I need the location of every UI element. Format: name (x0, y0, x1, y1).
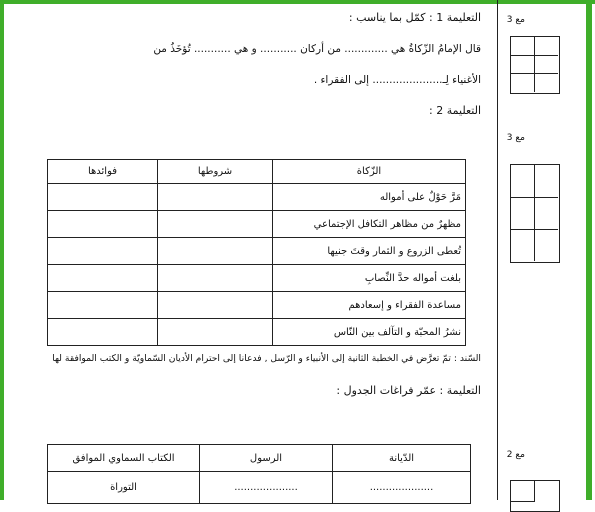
zakat-table (47, 159, 466, 346)
header-holy-book: الكتاب السماوي الموافق (48, 445, 200, 472)
table-row (48, 238, 466, 265)
table-header-row (48, 445, 471, 472)
table-row (48, 265, 466, 292)
zakat-statement: مظهرٌ من مظاهر التكافل الإجتماعي (273, 211, 466, 238)
header-messenger: الرسول (200, 445, 333, 472)
table-row (48, 292, 466, 319)
table-row (48, 472, 471, 504)
table-row (48, 184, 466, 211)
benefits-cell[interactable] (48, 211, 158, 238)
religions-table (47, 444, 471, 504)
instruction-1-title: التعليمة 1 : كمّل بما يناسب : (348, 11, 481, 24)
benefits-cell[interactable] (48, 265, 158, 292)
conditions-cell[interactable] (158, 184, 273, 211)
grade-box-2 (510, 164, 560, 263)
context-text: السّند : تمّ تعرَّض في الخطبة الثانية إلى الأنبياء و الرّسل , فدعانا إلى احترام الأديان السّماويّة و الكتب الموافقة لها (52, 353, 481, 364)
page-frame-left (0, 0, 4, 500)
table-row (48, 319, 466, 346)
conditions-cell[interactable] (158, 319, 273, 346)
benefits-cell[interactable] (48, 238, 158, 265)
benefits-cell[interactable] (48, 319, 158, 346)
header-conditions: شروطها (158, 160, 273, 184)
zakat-statement: بلغت أمواله حدَّ النِّصابِ (273, 265, 466, 292)
instruction-1-line2: الأغنياء لِـ..................... إلى الفقراء . (313, 74, 481, 86)
holy-book-cell: التوراة (48, 472, 200, 504)
page-frame-top (0, 0, 595, 4)
zakat-statement: مَرَّ حَوْلٌ على أمواله (273, 184, 466, 211)
messenger-blank[interactable]: .................... (200, 472, 333, 504)
grade-label-1: مع 3 (506, 15, 525, 25)
conditions-cell[interactable] (158, 238, 273, 265)
religion-blank[interactable]: .................... (333, 472, 471, 504)
conditions-cell[interactable] (158, 211, 273, 238)
header-benefits: فوائدها (48, 160, 158, 184)
benefits-cell[interactable] (48, 184, 158, 211)
page-frame-right (586, 0, 592, 500)
instruction-1-line1: قال الإمامُ الزّكاةُ هي ............. من أركان ........... و هي ........... تُؤخَذُ من (153, 43, 481, 55)
instruction-2-title: التعليمة 2 : (429, 104, 481, 117)
table-row (48, 211, 466, 238)
zakat-statement: نشرُ المحبّة و التآلف بين النّاس (273, 319, 466, 346)
grade-label-2: مع 3 (506, 133, 525, 143)
conditions-cell[interactable] (158, 292, 273, 319)
grade-box-1 (510, 36, 560, 94)
header-zakat: الزّكاة (273, 160, 466, 184)
instruction-3-title: التعليمة : عمّر فراغات الجدول : (336, 384, 481, 397)
zakat-statement: تُعطى الزروع و الثمار وقتَ جنيها (273, 238, 466, 265)
conditions-cell[interactable] (158, 265, 273, 292)
header-religion: الدّيانة (333, 445, 471, 472)
grade-box-3 (510, 480, 560, 512)
grade-label-3: مع 2 (506, 450, 525, 460)
benefits-cell[interactable] (48, 292, 158, 319)
zakat-statement: مساعدة الفقراء و إسعادهم (273, 292, 466, 319)
grading-column-divider (497, 0, 498, 500)
table-header-row (48, 160, 466, 184)
